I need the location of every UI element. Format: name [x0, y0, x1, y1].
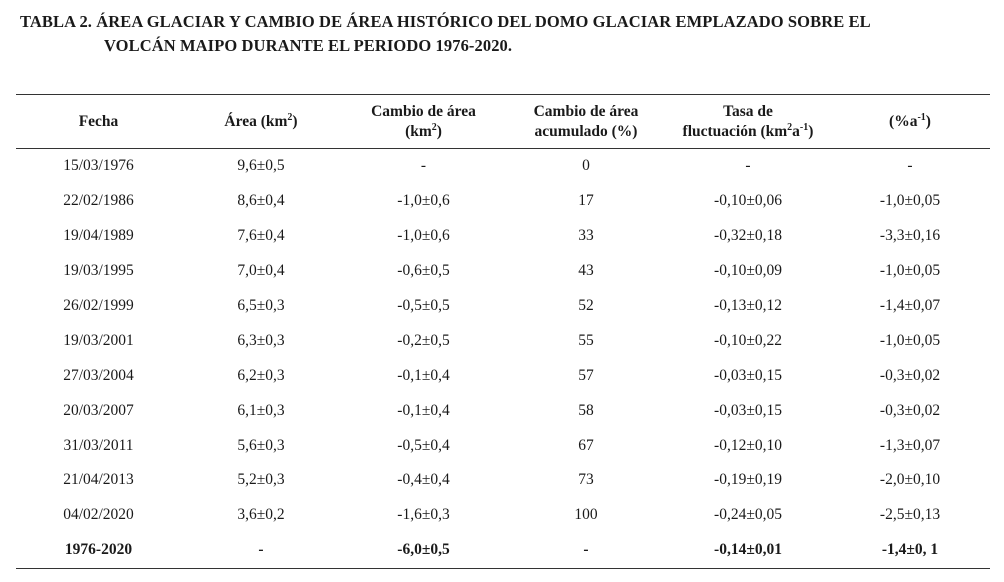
cell-pct: -1,0±0,05 [879, 331, 941, 349]
cell-area: 6,3±0,3 [237, 331, 285, 349]
total-cambio: -6,0±0,5 [397, 541, 450, 559]
cell-fecha: 31/03/2011 [63, 436, 134, 454]
cell-fecha: 04/02/2020 [63, 506, 134, 524]
cell-area: 7,6±0,4 [237, 227, 285, 245]
cell-pct: -0,3±0,02 [879, 401, 941, 419]
table-row [16, 323, 990, 358]
cell-fecha: 20/03/2007 [63, 401, 134, 419]
cell-acumulado: 57 [578, 366, 594, 384]
cell-area: 6,5±0,3 [237, 297, 285, 314]
cell-tasa: -0,19±0,19 [714, 471, 782, 489]
cell-cambio: -0,1±0,4 [397, 401, 450, 419]
cell-acumulado: 73 [578, 471, 594, 489]
total-fecha: 1976-2020 [64, 541, 133, 559]
cell-pct: -0,3±0,02 [879, 366, 941, 384]
cell-area: 6,1±0,3 [237, 401, 285, 419]
table-row [16, 428, 990, 463]
cell-pct: -2,0±0,10 [879, 471, 941, 489]
cell-area: 7,0±0,4 [237, 262, 285, 280]
cell-tasa: -0,10±0,22 [714, 331, 782, 349]
cell-area: 5,6±0,3 [237, 436, 285, 454]
cell-acumulado: 17 [578, 192, 594, 210]
cell-fecha: 19/03/2001 [63, 331, 134, 349]
total-pct: -1,4±0, 1 [881, 541, 939, 559]
header-area: Área $(km^2)$ [224, 111, 298, 130]
total-row [16, 533, 990, 568]
cell-cambio: -0,1±0,4 [397, 366, 450, 384]
cell-fecha: 27/03/2004 [63, 366, 134, 384]
table-row [16, 498, 990, 533]
table-row [16, 184, 990, 219]
table-row [16, 358, 990, 393]
cell-fecha: 26/02/1999 [63, 297, 134, 314]
cell-pct: -3,3±0,16 [879, 227, 941, 245]
table-row [16, 289, 990, 324]
cell-pct: -1,3±0,07 [879, 436, 941, 454]
cell-area: 9,6±0,5 [237, 157, 285, 175]
cell-cambio: -1,0±0,6 [397, 227, 450, 245]
cell-acumulado: 100 [574, 506, 598, 524]
cell-acumulado: 43 [578, 262, 594, 280]
cell-tasa: -0,03±0,15 [714, 401, 782, 419]
table-row [16, 219, 990, 254]
total-area: - [258, 541, 264, 559]
cell-pct: -1,4±0,07 [879, 297, 941, 314]
cell-cambio: - [420, 157, 427, 175]
cell-tasa: -0,13±0,12 [714, 297, 782, 314]
cell-cambio: -0,4±0,4 [397, 471, 450, 489]
cell-tasa: -0,03±0,15 [714, 366, 782, 384]
table-header [16, 95, 990, 149]
cell-acumulado: 55 [578, 331, 594, 349]
cell-fecha: 19/04/1989 [63, 227, 134, 245]
header-cambio-area: Cambio de área $(km^2)$ [371, 102, 476, 140]
cell-acumulado: 33 [578, 227, 594, 245]
header-porcentaje-anual: $(\%a^{-1})$ [889, 111, 931, 130]
cell-acumulado: 58 [578, 401, 594, 419]
cell-acumulado: 52 [578, 297, 594, 314]
total-acumulado: - [583, 541, 589, 559]
caption-line-1: TABLA 2. ÁREA GLACIAR Y CAMBIO DE ÁREA HISTÓRICO DEL DOMO GLACIAR EMPLAZADO SOBRE EL [20, 12, 871, 31]
cell-tasa: -0,10±0,06 [714, 192, 782, 210]
cell-acumulado: 0 [582, 157, 590, 175]
cell-tasa: -0,24±0,05 [714, 506, 782, 524]
total-tasa: -0,14±0,01 [714, 541, 782, 559]
cell-tasa: -0,12±0,10 [714, 436, 782, 454]
cell-fecha: 21/04/2013 [63, 471, 134, 489]
cell-fecha: 22/02/1986 [63, 192, 134, 210]
glacier-area-table [16, 94, 990, 569]
table-caption [20, 10, 1000, 58]
table-row [16, 463, 990, 498]
table-row [16, 149, 990, 184]
cell-area: 3,6±0,2 [237, 506, 285, 524]
cell-tasa: - [745, 157, 751, 175]
cell-tasa: -0,10±0,09 [714, 262, 782, 280]
cell-pct: - [907, 157, 913, 175]
cell-pct: -1,0±0,05 [879, 192, 941, 210]
cell-area: 8,6±0,4 [237, 192, 285, 210]
cell-cambio: -1,6±0,3 [397, 506, 450, 524]
header-cambio-acumulado: Cambio de área acumulado (%) [533, 102, 639, 140]
cell-area: 5,2±0,3 [237, 471, 285, 489]
header-fecha: Fecha [78, 112, 119, 130]
table-body [16, 149, 990, 569]
cell-tasa: -0,32±0,18 [714, 227, 782, 245]
cell-pct: -1,0±0,05 [879, 262, 941, 280]
caption-line-2: VOLCÁN MAIPO DURANTE EL PERIODO 1976-2020. [104, 36, 513, 55]
cell-acumulado: 67 [578, 436, 594, 454]
cell-cambio: -0,2±0,5 [397, 331, 450, 349]
header-row [16, 95, 990, 149]
cell-fecha: 15/03/1976 [63, 157, 134, 175]
cell-cambio: -0,5±0,5 [397, 297, 450, 314]
cell-area: 6,2±0,3 [237, 366, 285, 384]
cell-cambio: -1,0±0,6 [397, 192, 450, 210]
cell-pct: -2,5±0,13 [879, 506, 941, 524]
table-row [16, 393, 990, 428]
header-tasa-fluctuacion: Tasa de fluctuación $(km^2a^{-1})$ [682, 102, 814, 140]
cell-cambio: -0,5±0,4 [397, 436, 450, 454]
table-row [16, 254, 990, 289]
cell-fecha: 19/03/1995 [63, 262, 134, 280]
cell-cambio: -0,6±0,5 [397, 262, 450, 280]
